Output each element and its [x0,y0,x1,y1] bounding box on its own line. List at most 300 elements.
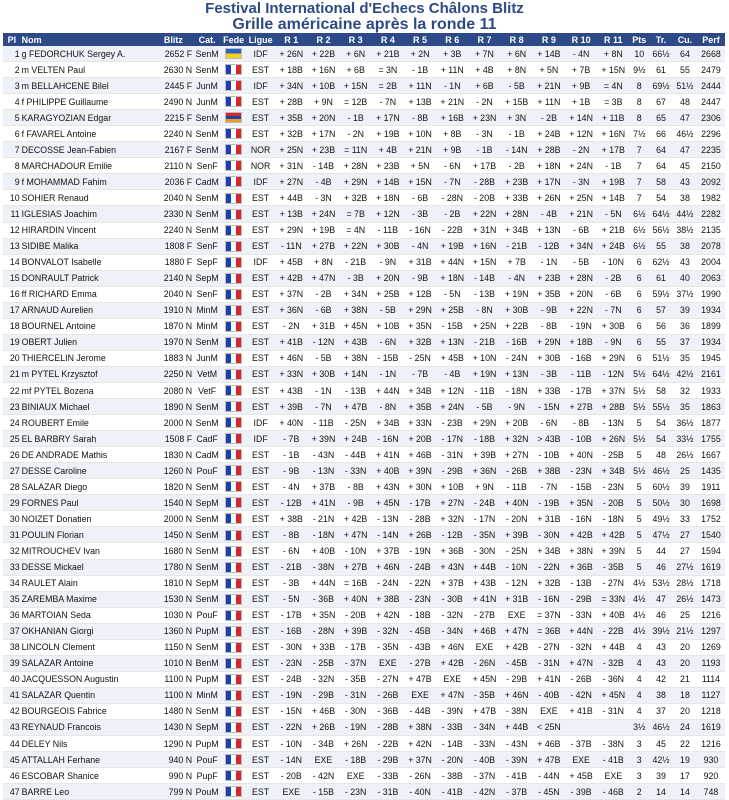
player-name-cell[interactable]: DECOSSE Jean-Fabien [21,142,154,158]
table-row[interactable] [3,62,725,78]
round-result-cell: + 15N [340,78,372,94]
flag-icon [225,305,242,316]
col-header[interactable]: Perf [697,33,725,46]
round-result-cell: - 39N [501,752,533,768]
round-result-cell: EXE [597,768,629,784]
player-name-cell[interactable]: SIDIBE Malika [21,238,154,254]
federation-cell [221,318,246,334]
flag-icon [225,353,242,364]
round-result-cell: - 1B [340,110,372,126]
round-result-cell: + 27N [275,174,307,190]
performance-cell: 1877 [697,415,725,431]
tiebreak-tr-cell: 56½ [649,222,673,238]
player-name-cell[interactable]: OBERT Julien [21,334,154,350]
rating-cell: 2080 N [154,382,193,398]
round-result-cell: - 16B [565,350,597,366]
table-row[interactable] [3,575,725,591]
player-name-cell[interactable]: BARRE Leo [21,784,154,800]
col-header[interactable]: R 4 [372,33,404,46]
round-result-cell: EXE [565,752,597,768]
table-row[interactable] [3,110,725,126]
flag-icon [225,546,242,557]
table-row[interactable] [3,350,725,366]
table-row[interactable] [3,366,725,382]
round-result-cell: + 15N [468,254,500,270]
standings-body [3,46,725,800]
table-row[interactable] [3,206,725,222]
player-name-cell[interactable]: SALAZAR Antoine [21,655,154,671]
player-name-cell[interactable]: KARAGYOZIAN Edgar [21,110,154,126]
tiebreak-tr-cell: 42 [649,671,673,687]
round-result-cell: + 21B [372,46,404,62]
tiebreak-tr-cell: 69½ [649,78,673,94]
player-name-cell[interactable]: m PYTEL Krzysztof [21,366,154,382]
category-cell: SepM [193,719,221,735]
rating-cell: 1810 N [154,575,193,591]
league-cell: IDF [246,415,275,431]
table-row[interactable] [3,399,725,415]
player-name-cell[interactable]: m BELLAHCENE Bilel [21,78,154,94]
category-cell: MinM [193,318,221,334]
table-row[interactable] [3,655,725,671]
rating-cell: 1680 N [154,543,193,559]
player-name-cell[interactable]: DESSE Caroline [21,463,154,479]
federation-cell [221,270,246,286]
rank-cell: 1 [3,46,21,62]
player-name-cell[interactable]: HIRARDIN Vincent [21,222,154,238]
round-result-cell: - 17B [340,639,372,655]
player-name-cell[interactable]: LINCOLN Clement [21,639,154,655]
round-result-cell: - 30N [468,543,500,559]
round-result-cell: - 1N [372,366,404,382]
player-name-cell[interactable]: NOIZET Donatien [21,511,154,527]
round-result-cell: + 14N [565,110,597,126]
table-row[interactable] [3,254,725,270]
table-row[interactable] [3,752,725,768]
col-header[interactable]: Pts [629,33,649,46]
table-row[interactable] [3,431,725,447]
round-result-cell: - 32B [597,655,629,671]
table-row[interactable] [3,591,725,607]
player-name-cell[interactable]: MARTOIAN Seda [21,607,154,623]
round-result-cell: + 22N [565,302,597,318]
points-cell: 4 [629,671,649,687]
col-header[interactable]: R 2 [307,33,339,46]
tiebreak-tr-cell: 64½ [649,206,673,222]
round-result-cell: + 25B [436,302,468,318]
table-row[interactable] [3,703,725,719]
points-cell: 5 [629,527,649,543]
federation-cell [221,302,246,318]
round-result-cell: + 29N [468,415,500,431]
rating-cell: 2140 N [154,270,193,286]
tiebreak-tr-cell: 46½ [649,719,673,735]
player-name-cell[interactable]: BOURNEL Antoine [21,318,154,334]
player-name-cell[interactable]: IGLESIAS Joachim [21,206,154,222]
round-result-cell: - 19B [533,495,565,511]
col-header[interactable]: R 11 [597,33,629,46]
performance-cell: 1934 [697,302,725,318]
round-result-cell: - 22N [275,719,307,735]
table-row[interactable] [3,318,725,334]
table-row[interactable] [3,126,725,142]
federation-cell [221,736,246,752]
federation-cell [221,350,246,366]
round-result-cell: - 33B [436,719,468,735]
performance-cell: 1435 [697,463,725,479]
table-row[interactable] [3,527,725,543]
table-row[interactable] [3,559,725,575]
round-result-cell: - 39B [565,784,597,800]
player-name-cell[interactable]: ARNAUD Aurelien [21,302,154,318]
round-result-cell: - 35B [468,687,500,703]
round-result-cell: + 47B [404,671,436,687]
flag-icon [225,706,242,717]
round-result-cell: - 22B [372,736,404,752]
round-result-cell: - 15B [307,784,339,800]
performance-cell: 1990 [697,286,725,302]
round-result-cell: - 1N [533,254,565,270]
round-result-cell: + 34B [501,222,533,238]
flag-icon [225,385,242,396]
round-result-cell: + 19B [372,126,404,142]
points-cell: 5 [629,415,649,431]
tiebreak-tr-cell: 54 [649,431,673,447]
player-name-cell[interactable]: DESSE Mickael [21,559,154,575]
round-result-cell: + 32N [436,511,468,527]
round-result-cell: - 36B [307,591,339,607]
category-cell: SenM [193,110,221,126]
player-name-cell[interactable]: mf PYTEL Bozena [21,382,154,398]
rank-cell: 46 [3,768,21,784]
player-name-cell[interactable]: ROUBERT Emile [21,415,154,431]
round-result-cell: + 28B [533,142,565,158]
player-name-cell[interactable]: SOHIER Renaud [21,190,154,206]
league-cell: EST [246,511,275,527]
table-row[interactable] [3,736,725,752]
round-result-cell: - 38N [307,559,339,575]
round-result-cell: + 26N [597,431,629,447]
table-row[interactable] [3,479,725,495]
table-row[interactable] [3,382,725,398]
round-result-cell: - 22N [533,559,565,575]
performance-cell: 2296 [697,126,725,142]
tiebreak-cu-cell: 35 [673,350,697,366]
rating-cell: 1830 N [154,447,193,463]
col-header[interactable]: R 7 [468,33,500,46]
table-row[interactable] [3,639,725,655]
category-cell: SenM [193,334,221,350]
flag-icon [225,112,242,123]
rating-cell: 1540 N [154,495,193,511]
round-result-cell: + 40N [275,415,307,431]
player-name-cell[interactable]: FORNES Paul [21,495,154,511]
player-name-cell[interactable]: DELEY Nils [21,736,154,752]
round-result-cell: + 30B [307,366,339,382]
points-cell: 6½ [629,222,649,238]
rank-cell: 19 [3,334,21,350]
player-name-cell[interactable]: SALAZAR Quentin [21,687,154,703]
rating-cell: 2167 F [154,142,193,158]
round-result-cell: + 25N [468,318,500,334]
points-cell: 6 [629,318,649,334]
table-row[interactable] [3,784,725,800]
round-result-cell: + 35B [533,286,565,302]
table-row[interactable] [3,719,725,735]
player-name-cell[interactable]: MARCHADOUR Emilie [21,158,154,174]
flag-icon [225,64,242,75]
player-name-cell[interactable]: THIERCELIN Jerome [21,350,154,366]
round-result-cell: + 31N [275,158,307,174]
table-row[interactable] [3,543,725,559]
round-result-cell: - 8N [468,302,500,318]
round-result-cell: + 20N [307,110,339,126]
round-result-cell: + 15N [597,62,629,78]
round-result-cell: + 31B [307,318,339,334]
round-result-cell: - 2B [533,110,565,126]
tiebreak-tr-cell: 55 [649,238,673,254]
points-cell: 3½ [629,719,649,735]
category-cell: SenM [193,142,221,158]
table-row[interactable] [3,415,725,431]
table-row[interactable] [3,46,725,62]
round-result-cell: - 25N [501,543,533,559]
table-row[interactable] [3,687,725,703]
round-result-cell: + 11N [533,94,565,110]
table-row[interactable] [3,78,725,94]
round-result-cell: - 10B [565,431,597,447]
round-result-cell: - 12B [275,495,307,511]
round-result-cell: + 39B [340,623,372,639]
league-cell: EST [246,286,275,302]
performance-cell: 2150 [697,158,725,174]
round-result-cell: - 12N [501,575,533,591]
col-header[interactable]: Pl [3,33,21,46]
col-header[interactable]: Blitz [154,33,193,46]
table-row[interactable] [3,158,725,174]
round-result-cell: - 16N [565,511,597,527]
rank-cell: 13 [3,238,21,254]
player-name-cell[interactable]: f PHILIPPE Guillaume [21,94,154,110]
tiebreak-cu-cell: 21½ [673,623,697,639]
points-cell: 5 [629,495,649,511]
table-row[interactable] [3,671,725,687]
round-result-cell: - 11B [565,366,597,382]
round-result-cell: - 9N [501,399,533,415]
player-name-cell[interactable]: BOURGEOIS Fabrice [21,703,154,719]
tiebreak-cu-cell: 14 [673,784,697,800]
table-row[interactable] [3,270,725,286]
player-name-cell[interactable]: RAULET Alain [21,575,154,591]
round-result-cell: + 19B [307,222,339,238]
flag-icon [225,770,242,781]
round-result-cell: > 43B [533,431,565,447]
tiebreak-tr-cell: 65 [649,110,673,126]
table-row[interactable] [3,238,725,254]
league-cell: EST [246,270,275,286]
league-cell: EST [246,62,275,78]
player-name-cell[interactable]: EL BARBRY Sarah [21,431,154,447]
round-result-cell: - 19N [404,543,436,559]
round-result-cell: + 44N [372,382,404,398]
player-name-cell[interactable]: ESCOBAR Shanice [21,768,154,784]
rating-cell: 1010 N [154,655,193,671]
player-name-cell[interactable]: DONRAULT Patrick [21,270,154,286]
federation-cell [221,671,246,687]
rank-cell: 40 [3,671,21,687]
round-result-cell: - 3B [340,270,372,286]
col-header[interactable]: Tr. [649,33,673,46]
col-header[interactable]: R 5 [404,33,436,46]
round-result-cell: + 30B [533,350,565,366]
round-result-cell: - 44N [533,768,565,784]
category-cell: SenM [193,222,221,238]
col-header[interactable]: R 6 [436,33,468,46]
player-name-cell[interactable]: OKHANIAN Giorgi [21,623,154,639]
round-result-cell: + 32B [340,190,372,206]
points-cell: 5 [629,511,649,527]
round-result-cell: + 3N [501,110,533,126]
tiebreak-tr-cell: 55½ [649,399,673,415]
tiebreak-cu-cell: 30 [673,495,697,511]
tiebreak-cu-cell: 24 [673,719,697,735]
round-result-cell: - 23B [436,415,468,431]
table-row[interactable] [3,511,725,527]
round-result-cell: - 32N [565,639,597,655]
round-result-cell: + 20N [372,270,404,286]
table-row[interactable] [3,463,725,479]
player-name-cell[interactable]: SALAZAR Diego [21,479,154,495]
round-result-cell: + 9N [307,94,339,110]
player-name-cell[interactable]: JACQUESSON Augustin [21,671,154,687]
flag-icon [225,690,242,701]
federation-cell [221,543,246,559]
table-row[interactable] [3,607,725,623]
tiebreak-cu-cell: 33½ [673,431,697,447]
col-header[interactable]: Cu. [673,33,697,46]
tiebreak-tr-cell: 61 [649,270,673,286]
round-result-cell: + 44N [565,623,597,639]
col-header[interactable]: R 10 [565,33,597,46]
category-cell: PouM [193,784,221,800]
player-name-cell[interactable]: ff RICHARD Emma [21,286,154,302]
round-result-cell: EXE [501,607,533,623]
performance-cell: 1934 [697,334,725,350]
category-cell: SenM [193,511,221,527]
col-header[interactable]: R 9 [533,33,565,46]
round-result-cell: + 28N [565,270,597,286]
round-result-cell: + 35N [565,495,597,511]
round-result-cell: - 14N [372,527,404,543]
player-name-cell[interactable]: f MOHAMMAD Fahim [21,174,154,190]
col-header[interactable]: R 1 [275,33,307,46]
round-result-cell: + 47N [501,623,533,639]
player-name-cell[interactable]: MITROUCHEV Ivan [21,543,154,559]
flag-icon [225,626,242,637]
round-result-cell: - 13B [340,382,372,398]
player-name-cell[interactable]: POULIN Florian [21,527,154,543]
round-result-cell: + 19B [436,238,468,254]
table-row[interactable] [3,94,725,110]
player-name-cell[interactable]: BINIAUX Michael [21,399,154,415]
table-row[interactable] [3,495,725,511]
player-name-cell[interactable]: BONVALOT Isabelle [21,254,154,270]
points-cell: 4 [629,687,649,703]
player-name-cell[interactable]: f FAVAREL Antoine [21,126,154,142]
round-result-cell: + 4B [372,142,404,158]
round-result-cell: - 33N [340,463,372,479]
col-header[interactable]: Cat. [193,33,221,46]
table-row[interactable] [3,190,725,206]
performance-cell: 1594 [697,543,725,559]
player-name-cell[interactable]: ATTALLAH Ferhane [21,752,154,768]
round-result-cell: - 20B [275,768,307,784]
player-name-cell[interactable]: g FEDORCHUK Sergey A. [21,46,154,62]
round-result-cell: + 11N [436,62,468,78]
table-row[interactable] [3,334,725,350]
col-header[interactable]: Ligue [246,33,275,46]
round-result-cell: - 2B [436,206,468,222]
table-row[interactable] [3,142,725,158]
rank-cell: 41 [3,687,21,703]
table-row[interactable] [3,768,725,784]
round-result-cell: + 47B [340,399,372,415]
col-header[interactable]: R 8 [501,33,533,46]
round-result-cell: + 29N [597,350,629,366]
points-cell: 8 [629,110,649,126]
round-result-cell: - 34N [468,719,500,735]
player-name-cell[interactable]: m VELTEN Paul [21,62,154,78]
round-result-cell: - 44B [340,447,372,463]
table-row[interactable] [3,222,725,238]
round-result-cell: + 41N [307,495,339,511]
category-cell: VetM [193,366,221,382]
col-header[interactable]: R 3 [340,33,372,46]
performance-cell: 1216 [697,736,725,752]
league-cell: IDF [246,78,275,94]
round-result-cell: + 8N [307,254,339,270]
tiebreak-tr-cell: 54 [649,415,673,431]
col-header[interactable]: Fede [223,34,245,45]
federation-cell [221,334,246,350]
league-cell: EST [246,302,275,318]
col-header[interactable]: Nom [21,33,154,46]
player-name-cell[interactable]: DE ANDRADE Mathis [21,447,154,463]
player-name-cell[interactable]: REYNAUD Francois [21,719,154,735]
round-result-cell: - 1B [275,447,307,463]
rank-cell: 37 [3,623,21,639]
points-cell: 5 [629,447,649,463]
tiebreak-cu-cell: 22 [673,736,697,752]
table-row[interactable] [3,286,725,302]
table-row[interactable] [3,447,725,463]
tiebreak-cu-cell: 20 [673,639,697,655]
table-row[interactable] [3,174,725,190]
tiebreak-cu-cell: 39 [673,302,697,318]
tiebreak-cu-cell: 64 [673,46,697,62]
round-result-cell: - 14N [501,142,533,158]
player-name-cell[interactable]: ZAREMBA Maxime [21,591,154,607]
round-result-cell: = 2B [372,78,404,94]
round-result-cell: - 28B [404,511,436,527]
table-row[interactable] [3,302,725,318]
round-result-cell: - 35N [372,639,404,655]
table-row[interactable] [3,623,725,639]
performance-cell: 1863 [697,399,725,415]
round-result-cell: + 14N [340,366,372,382]
federation-cell [221,190,246,206]
round-result-cell: - 5N [275,591,307,607]
